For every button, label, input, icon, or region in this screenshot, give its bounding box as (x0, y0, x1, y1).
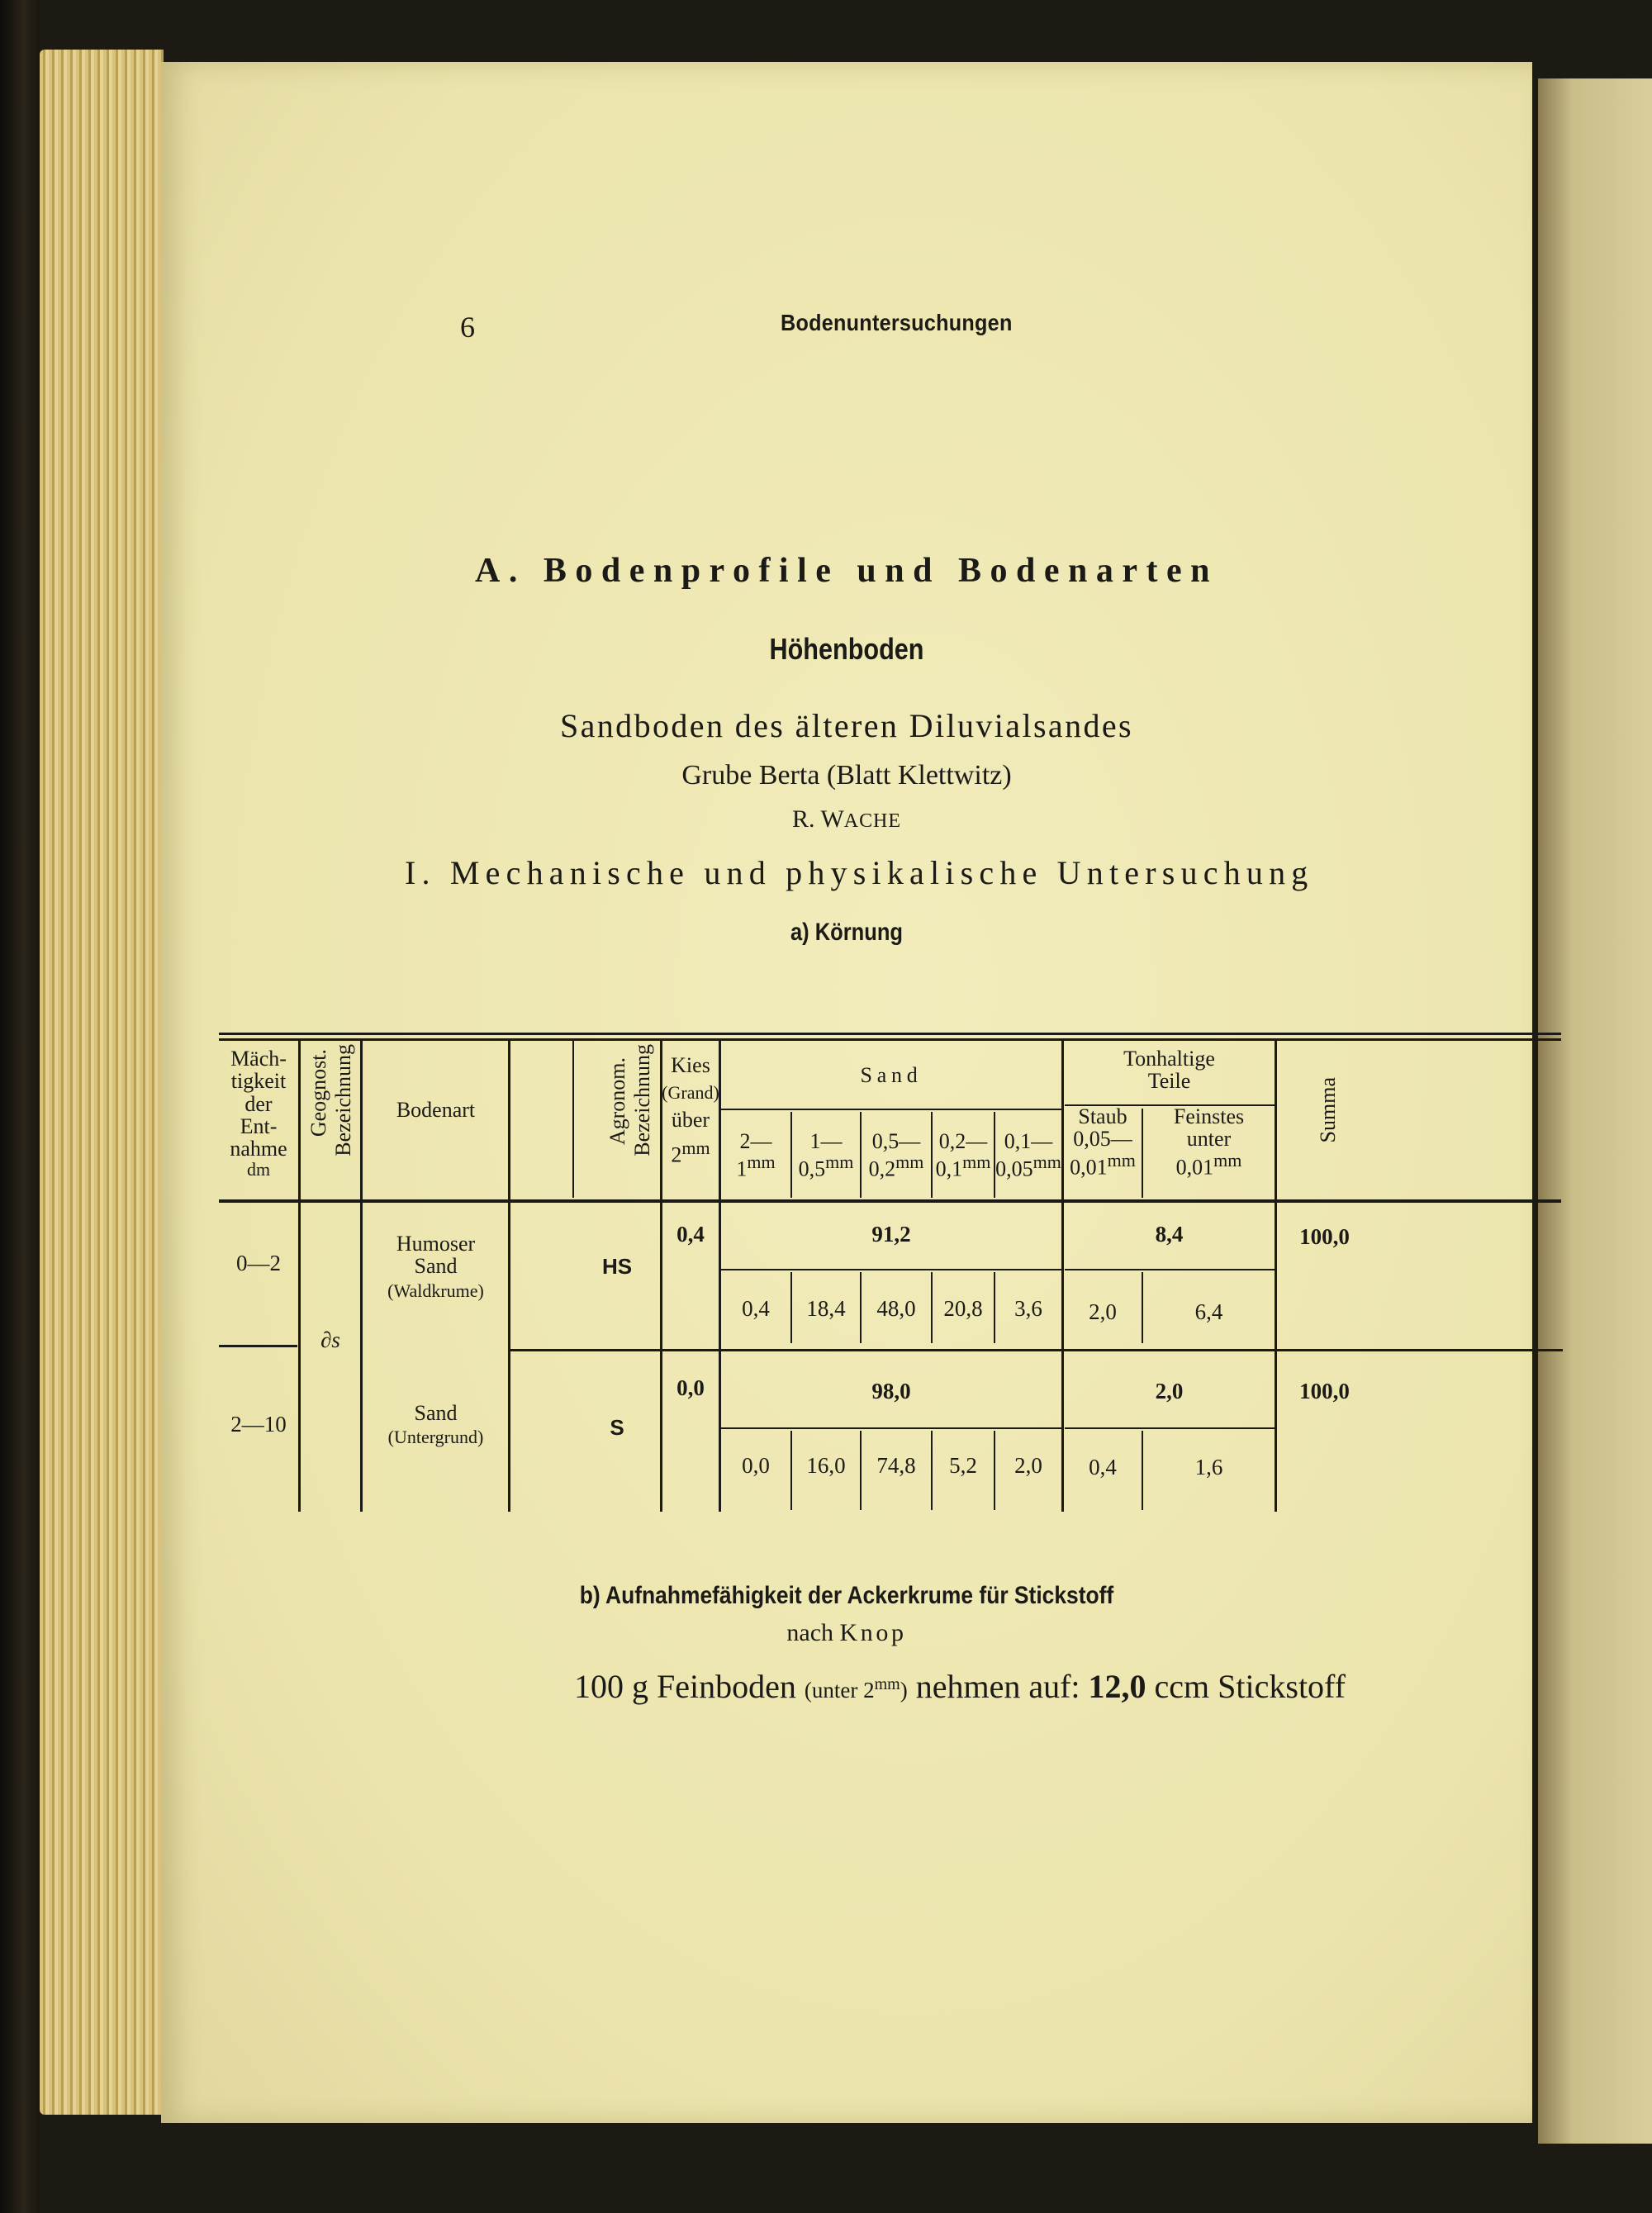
row2-sand-3: 74,8 (876, 1453, 916, 1478)
col-kies-l3: über (671, 1108, 710, 1133)
ton-sub-2-b: unter (1186, 1127, 1232, 1152)
row2-ton-total: 2,0 (1155, 1379, 1184, 1403)
sand-sub-5 (995, 1130, 1061, 1180)
stickstoff-line-c: ccm Stickstoff (1154, 1668, 1346, 1705)
row1-sand-2: 18,4 (806, 1296, 846, 1321)
section-b-heading: b) Aufnahmefähigkeit der Ackerkrume für Stickstoff (579, 1582, 1114, 1609)
sand-sub-1-b: 1 (736, 1156, 748, 1181)
vrule-1 (298, 1041, 301, 1512)
col-geognost-l1: Geognost. (306, 1049, 330, 1137)
sand-sub-1-a: 2— (739, 1129, 772, 1153)
row1-agronom: HS (601, 1254, 633, 1279)
sand-sub-3-b: 0,2 (868, 1156, 896, 1181)
ton-sub-1-c: 0,01 (1070, 1155, 1108, 1180)
koernung-table (219, 966, 1557, 1512)
section-a-heading: A. Bodenprofile und Bodenarten (475, 552, 1218, 590)
ton-sub-1-unit: mm (1107, 1149, 1136, 1171)
row2-agronom: S (610, 1415, 624, 1440)
rule-header-bottom (219, 1199, 1561, 1203)
subtitle: Höhenboden (769, 632, 924, 666)
sand-sub-2-a: 1— (809, 1129, 843, 1153)
row1-sand-1: 0,4 (742, 1296, 770, 1321)
row1-ton-1: 2,0 (1089, 1299, 1117, 1324)
rule-row1-sub (721, 1269, 1061, 1270)
row2-sand-2: 16,0 (806, 1453, 846, 1478)
ton-sub-1-b: 0,05— (1073, 1127, 1132, 1152)
row2-sand-total: 98,0 (871, 1379, 911, 1403)
row2-bodenart (363, 1402, 508, 1446)
col-machtigkeit-l5: nahme (230, 1137, 287, 1161)
row1-sand-3: 48,0 (876, 1296, 916, 1321)
book-cover-edge (0, 0, 40, 2213)
stickstoff-paren-a: (unter 2 (804, 1678, 875, 1702)
ton-sub-2-a: Feinstes (1173, 1104, 1245, 1128)
col-bodenart: Bodenart (396, 1098, 476, 1122)
row2-ton-1: 0,4 (1089, 1455, 1117, 1479)
page-edges (40, 50, 164, 2115)
location: Grube Berta (Blatt Klettwitz) (681, 760, 1012, 791)
row2-summa: 100,0 (1299, 1379, 1350, 1403)
rule-row2-ton-sub (1065, 1427, 1275, 1429)
sand-sub-4-a: 0,2— (938, 1129, 988, 1153)
row2-ton-2: 1,6 (1194, 1455, 1223, 1479)
stickstoff-paren-b: ) (900, 1678, 908, 1702)
row1-sand-4: 20,8 (943, 1296, 983, 1321)
rule-row1-ton-sub (1065, 1269, 1275, 1270)
stickstoff-paren-unit: mm (874, 1675, 900, 1693)
knop-name: Knop (839, 1619, 907, 1646)
stickstoff-value: 12,0 (1088, 1668, 1146, 1705)
geognost-value: ∂s (320, 1327, 340, 1352)
vrule-3 (508, 1041, 510, 1512)
section-i-heading: I. Mechanische und physikalische Untersuchung (405, 854, 1314, 891)
row1-sand-total: 91,2 (871, 1222, 911, 1247)
row2-bodenart-note: (Untergrund) (387, 1427, 484, 1448)
col-machtigkeit-unit: dm (246, 1159, 271, 1180)
col-machtigkeit-l3: der (244, 1091, 273, 1116)
ton-sub-2-unit: mm (1213, 1149, 1242, 1171)
row1-bodenart-note: (Waldkrume) (387, 1280, 484, 1301)
ton-sub-2 (1143, 1105, 1275, 1179)
sand-sub-1-unit: mm (747, 1152, 776, 1173)
stickstoff-line-a: 100 g Feinboden (574, 1668, 796, 1705)
col-machtigkeit-l1: Mäch- (230, 1047, 287, 1071)
soil-name: Sandboden des älteren Diluvialsandes (559, 707, 1134, 744)
row1-kies: 0,4 (676, 1222, 705, 1247)
col-machtigkeit-l2: tigkeit (230, 1069, 287, 1094)
rule-top-1 (219, 1033, 1561, 1035)
sand-sub-2-b: 0,5 (798, 1156, 826, 1181)
sand-sub-4-b: 0,1 (935, 1156, 963, 1181)
row2-depth: 2—10 (230, 1412, 287, 1437)
col-tonhaltige-l2: Teile (1147, 1069, 1191, 1094)
nach-word: nach (786, 1619, 834, 1646)
col-tonhaltige-l1: Tonhaltige (1123, 1047, 1215, 1071)
vrule-4 (572, 1041, 574, 1198)
stickstoff-line (574, 1667, 1346, 1706)
rule-row-separator (510, 1349, 1563, 1351)
row1-ton-2: 6,4 (1194, 1299, 1223, 1324)
row2-sand-5: 2,0 (1014, 1453, 1042, 1478)
row1-bodenart-l2: Sand (414, 1254, 458, 1279)
col-kies-l2: (Grand) (662, 1082, 719, 1104)
col-kies-unit: mm (681, 1137, 710, 1158)
sand-sub-1 (721, 1130, 790, 1180)
vrule-2 (360, 1041, 363, 1512)
col-machtigkeit-l4: Ent- (240, 1114, 278, 1138)
ton-sub-1-a: Staub (1078, 1104, 1127, 1128)
sand-sub-5-b: 0,05 (995, 1156, 1033, 1181)
rule-top-2 (219, 1038, 1561, 1041)
sand-sub-4-unit: mm (962, 1152, 991, 1173)
col-summa: Summa (1316, 1077, 1340, 1143)
koernung-heading: a) Körnung (790, 919, 903, 946)
author-initial: R. W (792, 805, 844, 833)
col-machtigkeit (219, 1047, 298, 1180)
sand-sub-3 (862, 1130, 931, 1180)
nach-knop (161, 1619, 1532, 1647)
ton-sub-2-c: 0,01 (1175, 1155, 1214, 1180)
rule-sand-sub (721, 1109, 1061, 1110)
col-geognost-l2: Bezeichnung (331, 1044, 355, 1156)
col-kies-l1: Kies (671, 1053, 710, 1077)
sand-sub-2 (792, 1130, 860, 1180)
vrule-summa (1275, 1041, 1277, 1512)
row2-bodenart-l1: Sand (414, 1401, 458, 1425)
col-agronom-l1: Agronom. (605, 1057, 629, 1146)
row1-bodenart-l1: Humoser (396, 1232, 476, 1256)
rule-row2-sub (721, 1427, 1061, 1429)
author (161, 805, 1532, 833)
book-page (161, 62, 1532, 2123)
col-tonhaltige (1064, 1047, 1275, 1093)
sand-sub-5-unit: mm (1032, 1152, 1061, 1173)
author-rest: ACHE (843, 810, 901, 832)
col-sand: Sand (860, 1063, 923, 1087)
stickstoff-line-b: nehmen auf: (915, 1668, 1080, 1705)
row1-sand-5: 3,6 (1014, 1296, 1042, 1321)
sand-sub-5-a: 0,1— (1004, 1129, 1053, 1153)
running-title: Bodenuntersuchungen (781, 310, 1013, 335)
rule-row-separator-left (219, 1345, 297, 1347)
col-kies (662, 1054, 719, 1166)
row2-sand-1: 0,0 (742, 1453, 770, 1478)
ton-sub-1 (1064, 1105, 1142, 1179)
row2-kies: 0,0 (676, 1375, 705, 1400)
row1-depth: 0—2 (236, 1251, 281, 1275)
row2-sand-4: 5,2 (949, 1453, 977, 1478)
col-kies-l4: 2 (671, 1142, 682, 1167)
row1-ton-total: 8,4 (1155, 1222, 1184, 1247)
col-agronom-l2: Bezeichnung (630, 1044, 654, 1156)
sand-sub-3-a: 0,5— (871, 1129, 921, 1153)
row1-bodenart (363, 1232, 508, 1300)
page-number: 6 (460, 311, 475, 344)
row1-summa: 100,0 (1299, 1224, 1350, 1249)
sand-sub-4 (933, 1130, 994, 1180)
sand-sub-3-unit: mm (895, 1152, 924, 1173)
sand-sub-2-unit: mm (825, 1152, 854, 1173)
